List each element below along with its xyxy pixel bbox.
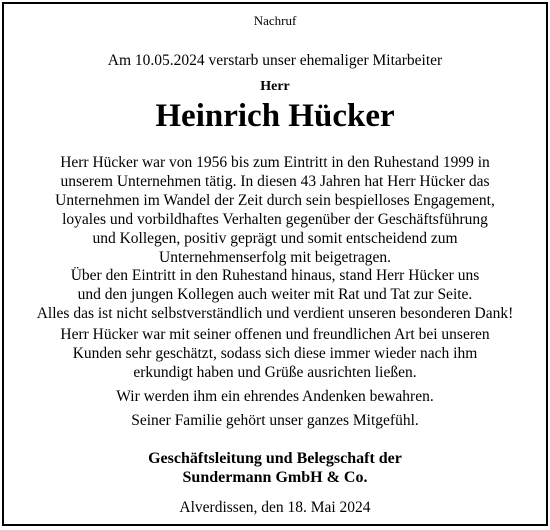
- paragraph-line: Herr Hücker war mit seiner offenen und freundlichen Art bei unseren: [60, 326, 490, 343]
- paragraph-customers: [4, 325, 546, 382]
- paragraph-line: Wir werden ihm ein ehrendes Andenken bewahren.: [116, 388, 434, 405]
- signature-block: [4, 449, 546, 487]
- deceased-name: Heinrich Hücker: [155, 98, 395, 134]
- paragraph-career: [4, 153, 546, 267]
- intro-text: Am 10.05.2024 verstarb unser ehemaliger Mitarbeiter: [107, 52, 443, 69]
- paragraph-line: loyales und vorbildhaftes Verhalten gegenüber der Geschäftsführung: [62, 211, 488, 228]
- paragraph-retirement: [4, 266, 546, 323]
- paragraph-line: Über den Eintritt in den Ruhestand hinaus, stand Herr Hücker uns: [70, 267, 480, 284]
- signature-line-1: Geschäftsleitung und Belegschaft der: [148, 450, 402, 467]
- paragraph-line: Unternehmenserfolg mit beigetragen.: [159, 249, 391, 266]
- paragraph-line: unserem Unternehmen tätig. In diesen 43 Jahren hat Herr Hücker das: [60, 173, 490, 190]
- paragraph-line: Unternehmen im Wandel der Zeit durch sein bespielloses Engagement,: [55, 192, 495, 209]
- paragraph-line: erkundigt haben und Grüße ausrichten ließen.: [133, 364, 417, 381]
- paragraph-memory: [4, 387, 546, 406]
- paragraph-line: Alles das ist nicht selbstverständlich und verdient unseren besonderen Dank!: [36, 305, 514, 322]
- obituary-notice: [2, 2, 548, 526]
- place-date: Alverdissen, den 18. Mai 2024: [179, 499, 371, 516]
- notice-label: Nachruf: [253, 13, 297, 28]
- paragraph-line: und Kollegen, positiv geprägt und somit entscheidend zum: [92, 230, 458, 247]
- paragraph-line: Seiner Familie gehört unser ganzes Mitgefühl.: [131, 412, 419, 429]
- signature-line-2: Sundermann GmbH & Co.: [182, 469, 368, 486]
- paragraph-line: Kunden sehr geschätzt, sodass sich diese immer wieder nach ihm: [72, 345, 478, 362]
- paragraph-line: Herr Hücker war von 1956 bis zum Eintritt in den Ruhestand 1999 in: [60, 154, 490, 171]
- paragraph-line: und den jungen Kollegen auch weiter mit Rat und Tat zur Seite.: [77, 286, 473, 303]
- salutation: Herr: [260, 79, 290, 94]
- paragraph-condolence: [4, 411, 546, 430]
